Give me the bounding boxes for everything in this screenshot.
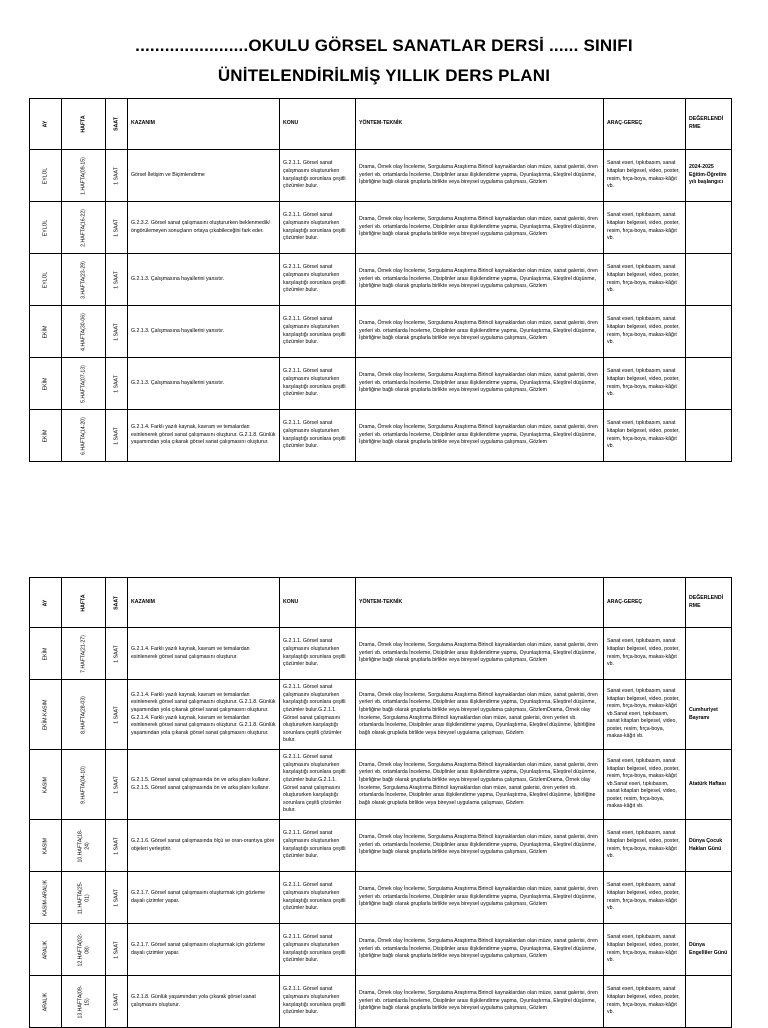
tools-cell: Sanat eseri, tıpkıbasım, sanat kitapları belgesel, video, poster, resim, fırça-boya, makas-kâğıt vb. [604, 628, 686, 680]
header-arac: ARAÇ-GEREÇ [604, 578, 686, 628]
tools-cell: Sanat eseri, tıpkıbasım, sanat kitapları belgesel, video, poster, resim, fırça-boya, makas-kâğıt vb. [604, 358, 686, 410]
outcome-cell: G.2.1.4. Farklı yazılı kaynak, kavram ve temalardan esinlenerek görsel sanat çalışmasını oluşturur. G.2.1.8. Günlük yaşamından yola çıkarak görsel sanat çalışmasını oluşturur. G.2.1.4. Farklı yazılı kaynak, kavram ve temalardan esinlenerek görsel sanat çalışmasını oluşturur. G.2.1.8. Günlük yaşamından yola çıkarak görsel sanat çalışmasını oluşturur. [128, 680, 280, 750]
week-cell: 5.HAFTA(07-13) [62, 358, 106, 410]
header-row [30, 578, 732, 628]
table-row [30, 410, 732, 462]
evaluation-cell [686, 202, 732, 254]
header-hafta: HAFTA [62, 578, 106, 628]
method-cell: Drama, Örnek olay İnceleme, Sorgulama Araştırma Birincil kaynaklardan olan müze, sanat galerisi, ören yerleri vb. ortamlarda İnceleme, Disiplinler arası ilişkilendirme yapma, Oyunlaştırma, Eleştirel düşünme, İşbirliğine bağlı olarak gruplarla birlikte veya bireysel uygulama çalışması, GözlemDrama, Örnek olay İnceleme, Sorgulama Araştırma Birincil kaynaklardan olan müze, sanat galerisi, ören yerleri vb. ortamlarda İnceleme, Disiplinler arası ilişkilendirme yapma, Oyunlaştırma, Eleştirel düşünme, İşbirliğine bağlı olarak gruplarla birlikte veya bireysel uygulama çalışması, Gözlem [356, 750, 604, 820]
month-cell: EKİM [30, 410, 62, 462]
outcome-cell: G.2.1.4. Farklı yazılı kaynak, kavram ve temalardan esinlenerek görsel sanat çalışmasını oluşturur. [128, 628, 280, 680]
evaluation-cell [686, 628, 732, 680]
tools-cell: Sanat eseri, tıpkıbasım, sanat kitapları belgesel, video, poster, resim, fırça-boya, makas-kâğıt vb. [604, 976, 686, 1028]
month-cell: KASIM [30, 750, 62, 820]
header-row [30, 99, 732, 150]
month-cell: EKİM [30, 358, 62, 410]
evaluation-cell: 2024-2025 Eğitim-Öğretim yılı başlangıcı [686, 150, 732, 202]
evaluation-cell: Cumhuriyet Bayramı [686, 680, 732, 750]
outcome-cell: G.2.1.6. Görsel sanat çalışmasında ölçü ve oran-orantıya göre objeleri yerleştirir. [128, 820, 280, 872]
plan-table-1 [29, 98, 732, 462]
month-cell: EYLÜL [30, 150, 62, 202]
outcome-cell: G.2.1.3. Çalışmasına hayallerini yansıtır. [128, 358, 280, 410]
topic-cell: G.2.1.1. Görsel sanat çalışmasını oluştururken karşılaştığı sorunlara çeşitli çözümler bulur. [280, 872, 356, 924]
topic-cell: G.2.1.1. Görsel sanat çalışmasını oluştururken karşılaştığı sorunlara çeşitli çözümler bulur. [280, 924, 356, 976]
header-konu: KONU [280, 578, 356, 628]
week-cell: 11.HAFTA(25-01) [62, 872, 106, 924]
week-cell: 6.HAFTA(14-20) [62, 410, 106, 462]
topic-cell: G.2.1.1. Görsel sanat çalışmasını oluştururken karşılaştığı sorunlara çeşitli çözümler bulur. [280, 410, 356, 462]
topic-cell: G.2.1.1. Görsel sanat çalışmasını oluştururken karşılaştığı sorunlara çeşitli çözümler bulur. [280, 306, 356, 358]
topic-cell: G.2.1.1. Görsel sanat çalışmasını oluştururken karşılaştığı sorunlara çeşitli çözümler bulur. [280, 150, 356, 202]
table-row [30, 750, 732, 820]
week-cell: 8.HAFTA(28-03) [62, 680, 106, 750]
tools-cell: Sanat eseri, tıpkıbasım, sanat kitapları belgesel, video, poster, resim, fırça-boya, makas-kâğıt vb. [604, 150, 686, 202]
plan-table-2 [29, 577, 732, 1028]
topic-cell: G.2.1.1. Görsel sanat çalışmasını oluştururken karşılaştığı sorunlara çeşitli çözümler bulur. [280, 820, 356, 872]
evaluation-cell: Dünya Engelliler Günü [686, 924, 732, 976]
table-row [30, 976, 732, 1028]
week-cell: 1.HAFTA(09-15) [62, 150, 106, 202]
tools-cell: Sanat eseri, tıpkıbasım, sanat kitapları belgesel, video, poster, resim, fırça-boya, makas-kâğıt vb. [604, 254, 686, 306]
header-konu: KONU [280, 99, 356, 150]
method-cell: Drama, Örnek olay İnceleme, Sorgulama Araştırma Birincil kaynaklardan olan müze, sanat galerisi, ören yerleri vb. ortamlarda İnceleme, Disiplinler arası ilişkilendirme yapma, Oyunlaştırma, Eleştirel düşünme, İşbirliğine bağlı olarak gruplarla birlikte veya bireysel uygulama çalışması, Gözlem [356, 358, 604, 410]
header-saat: SAAT [106, 99, 128, 150]
tools-cell: Sanat eseri, tıpkıbasım, sanat kitapları belgesel, video, poster, resim, fırça-boya, makas-kâğıt vb. [604, 410, 686, 462]
evaluation-cell [686, 410, 732, 462]
table-row [30, 306, 732, 358]
document-title: .......................OKULU GÖRSEL SANATLAR DERSİ ...... SINIFI [135, 36, 633, 55]
week-cell: 4.HAFTA(30-06) [62, 306, 106, 358]
method-cell: Drama, Örnek olay İnceleme, Sorgulama Araştırma Birincil kaynaklardan olan müze, sanat galerisi, ören yerleri vb. ortamlarda İnceleme, Disiplinler arası ilişkilendirme yapma, Oyunlaştırma, Eleştirel düşünme, İşbirliğine bağlı olarak gruplarla birlikte veya bireysel uygulama çalışması, Gözlem [356, 628, 604, 680]
topic-cell: G.2.1.1. Görsel sanat çalışmasını oluştururken karşılaştığı sorunlara çeşitli çözümler bulur. [280, 202, 356, 254]
week-cell: 12.HAFTA(02-08) [62, 924, 106, 976]
table-row [30, 254, 732, 306]
month-cell: KASIM [30, 820, 62, 872]
evaluation-cell [686, 306, 732, 358]
evaluation-cell [686, 872, 732, 924]
outcome-cell: G.2.1.3. Çalışmasına hayallerini yansıtır. [128, 306, 280, 358]
hours-cell: 1 SAAT [106, 976, 128, 1028]
evaluation-cell: Atatürk Haftası [686, 750, 732, 820]
tools-cell: Sanat eseri, tıpkıbasım, sanat kitapları belgesel, video, poster, resim, fırça-boya, makas-kâğıt vb. [604, 872, 686, 924]
method-cell: Drama, Örnek olay İnceleme, Sorgulama Araştırma Birincil kaynaklardan olan müze, sanat galerisi, ören yerleri vb. ortamlarda İnceleme, Disiplinler arası ilişkilendirme yapma, Oyunlaştırma, Eleştirel düşünme, İşbirliğine bağlı olarak gruplarla birlikte veya bireysel uygulama çalışması, Gözlem [356, 976, 604, 1028]
month-cell: EKİM [30, 628, 62, 680]
tools-cell: Sanat eseri, tıpkıbasım, sanat kitapları belgesel, video, poster, resim, fırça-boya, makas-kâğıt vb. [604, 202, 686, 254]
tools-cell: Sanat eseri, tıpkıbasım, sanat kitapları belgesel, video, poster, resim, fırça-boya, makas-kâğıt vb. [604, 306, 686, 358]
tools-cell: Sanat eseri, tıpkıbasım, sanat kitapları belgesel, video, poster, resim, fırça-boya, makas-kâğıt vb.Sanat eseri, tıpkıbasım, sanat kitapları belgesel, video, poster, resim, fırça-boya, makas-kâğıt vb. [604, 750, 686, 820]
table-row [30, 680, 732, 750]
table-row [30, 820, 732, 872]
header-hafta: HAFTA [62, 99, 106, 150]
topic-cell: G.2.1.1. Görsel sanat çalışmasını oluştururken karşılaştığı sorunlara çeşitli çözümler bulur. [280, 628, 356, 680]
topic-cell: G.2.1.1. Görsel sanat çalışmasını oluştururken karşılaştığı sorunlara çeşitli çözümler bulur.G.2.1.1. Görsel sanat çalışmasını oluştururken karşılaştığı sorunlara çeşitli çözümler bulur. [280, 750, 356, 820]
header-yontem: YÖNTEM-TEKNİK [356, 578, 604, 628]
month-cell: ARALIK [30, 976, 62, 1028]
table-row [30, 924, 732, 976]
header-ay: AY [30, 99, 62, 150]
outcome-cell: G.2.3.2. Görsel sanat çalışmasını oluştururken beklenmedik/öngörülemeyen sonuçların ortaya çıkabileceğini fark eder. [128, 202, 280, 254]
method-cell: Drama, Örnek olay İnceleme, Sorgulama Araştırma Birincil kaynaklardan olan müze, sanat galerisi, ören yerleri vb. ortamlarda İnceleme, Disiplinler arası ilişkilendirme yapma, Oyunlaştırma, Eleştirel düşünme, İşbirliğine bağlı olarak gruplarla birlikte veya bireysel uygulama çalışması, Gözlem [356, 202, 604, 254]
week-cell: 13.HAFTA(09-15) [62, 976, 106, 1028]
evaluation-cell [686, 976, 732, 1028]
table-row [30, 202, 732, 254]
tools-cell: Sanat eseri, tıpkıbasım, sanat kitapları belgesel, video, poster, resim, fırça-boya, makas-kâğıt vb.Sanat eseri, tıpkıbasım, sanat kitapları belgesel, video, poster, resim, fırça-boya, makas-kâğıt vb. [604, 680, 686, 750]
hours-cell: 1 SAAT [106, 750, 128, 820]
method-cell: Drama, Örnek olay İnceleme, Sorgulama Araştırma Birincil kaynaklardan olan müze, sanat galerisi, ören yerleri vb. ortamlarda İnceleme, Disiplinler arası ilişkilendirme yapma, Oyunlaştırma, Eleştirel düşünme, İşbirliğine bağlı olarak gruplarla birlikte veya bireysel uygulama çalışması, GözlemDrama, Örnek olay İnceleme, Sorgulama Araştırma Birincil kaynaklardan olan müze, sanat galerisi, ören yerleri vb. ortamlarda İnceleme, Disiplinler arası ilişkilendirme yapma, Oyunlaştırma, Eleştirel düşünme, İşbirliğine bağlı olarak gruplarla birlikte veya bireysel uygulama çalışması, Gözlem [356, 680, 604, 750]
topic-cell: G.2.1.1. Görsel sanat çalışmasını oluştururken karşılaştığı sorunlara çeşitli çözümler bulur. [280, 358, 356, 410]
hours-cell: 1 SAAT [106, 820, 128, 872]
method-cell: Drama, Örnek olay İnceleme, Sorgulama Araştırma Birincil kaynaklardan olan müze, sanat galerisi, ören yerleri vb. ortamlarda İnceleme, Disiplinler arası ilişkilendirme yapma, Oyunlaştırma, Eleştirel düşünme, İşbirliğine bağlı olarak gruplarla birlikte veya bireysel uygulama çalışması, Gözlem [356, 306, 604, 358]
tools-cell: Sanat eseri, tıpkıbasım, sanat kitapları belgesel, video, poster, resim, fırça-boya, makas-kâğıt vb. [604, 820, 686, 872]
document-subtitle: ÜNİTELENDİRİLMİŞ YILLIK DERS PLANI [217, 66, 551, 85]
evaluation-cell [686, 358, 732, 410]
outcome-cell: G.2.1.8. Günlük yaşamından yola çıkarak görsel sanat çalışmasını oluşturur. [128, 976, 280, 1028]
header-arac: ARAÇ-GEREÇ [604, 99, 686, 150]
month-cell: KASIM-ARALIK [30, 872, 62, 924]
tools-cell: Sanat eseri, tıpkıbasım, sanat kitapları belgesel, video, poster, resim, fırça-boya, makas-kâğıt vb. [604, 924, 686, 976]
topic-cell: G.2.1.1. Görsel sanat çalışmasını oluştururken karşılaştığı sorunlara çeşitli çözümler bulur. [280, 976, 356, 1028]
table-row [30, 150, 732, 202]
month-cell: ARALIK [30, 924, 62, 976]
outcome-cell: G.2.1.5. Görsel sanat çalışmasında ön ve arka planı kullanır. G.2.1.5. Görsel sanat çalışmasında ön ve arka planı kullanır. [128, 750, 280, 820]
month-cell: EKİM [30, 306, 62, 358]
header-kazanim: KAZANIM [128, 99, 280, 150]
hours-cell: 1 SAAT [106, 254, 128, 306]
method-cell: Drama, Örnek olay İnceleme, Sorgulama Araştırma Birincil kaynaklardan olan müze, sanat galerisi, ören yerleri vb. ortamlarda İnceleme, Disiplinler arası ilişkilendirme yapma, Oyunlaştırma, Eleştirel düşünme, İşbirliğine bağlı olarak gruplarla birlikte veya bireysel uygulama çalışması, Gözlem [356, 820, 604, 872]
hours-cell: 1 SAAT [106, 306, 128, 358]
header-saat: SAAT [106, 578, 128, 628]
header-degerlendirme: DEĞERLENDİ RME [686, 578, 732, 628]
month-cell: EKİM-KASIM [30, 680, 62, 750]
outcome-cell: G.2.1.4. Farklı yazılı kaynak, kavram ve temalardan esinlenerek görsel sanat çalışmasını oluşturur. G.2.1.8. Günlük yaşamından yola çıkarak görsel sanat çalışmasını oluşturur. [128, 410, 280, 462]
week-cell: 3.HAFTA(23-29) [62, 254, 106, 306]
method-cell: Drama, Örnek olay İnceleme, Sorgulama Araştırma Birincil kaynaklardan olan müze, sanat galerisi, ören yerleri vb. ortamlarda İnceleme, Disiplinler arası ilişkilendirme yapma, Oyunlaştırma, Eleştirel düşünme, İşbirliğine bağlı olarak gruplarla birlikte veya bireysel uygulama çalışması, Gözlem [356, 254, 604, 306]
week-cell: 2.HAFTA(16-22) [62, 202, 106, 254]
table-row [30, 628, 732, 680]
table-row [30, 358, 732, 410]
method-cell: Drama, Örnek olay İnceleme, Sorgulama Araştırma Birincil kaynaklardan olan müze, sanat galerisi, ören yerleri vb. ortamlarda İnceleme, Disiplinler arası ilişkilendirme yapma, Oyunlaştırma, Eleştirel düşünme, İşbirliğine bağlı olarak gruplarla birlikte veya bireysel uygulama çalışması, Gözlem [356, 150, 604, 202]
hours-cell: 1 SAAT [106, 628, 128, 680]
month-cell: EYLÜL [30, 254, 62, 306]
topic-cell: G.2.1.1. Görsel sanat çalışmasını oluştururken karşılaştığı sorunlara çeşitli çözümler bulur.G.2.1.1. Görsel sanat çalışmasını oluştururken karşılaştığı sorunlara çeşitli çözümler bulur. [280, 680, 356, 750]
topic-cell: G.2.1.1. Görsel sanat çalışmasını oluştururken karşılaştığı sorunlara çeşitli çözümler bulur. [280, 254, 356, 306]
hours-cell: 1 SAAT [106, 150, 128, 202]
header-kazanim: KAZANIM [128, 578, 280, 628]
hours-cell: 1 SAAT [106, 680, 128, 750]
week-cell: 7.HAFTA(21-27) [62, 628, 106, 680]
outcome-cell: G.2.1.7. Görsel sanat çalışmasını oluşturmak için gözleme dayalı çizimler yapar. [128, 872, 280, 924]
outcome-cell: G.2.1.3. Çalışmasına hayallerini yansıtır. [128, 254, 280, 306]
evaluation-cell [686, 254, 732, 306]
header-yontem: YÖNTEM-TEKNİK [356, 99, 604, 150]
header-ay: AY [30, 578, 62, 628]
hours-cell: 1 SAAT [106, 872, 128, 924]
header-degerlendirme: DEĞERLENDİ RME [686, 99, 732, 150]
month-cell: EYLÜL [30, 202, 62, 254]
hours-cell: 1 SAAT [106, 358, 128, 410]
outcome-cell: Görsel İletişim ve Biçimlendirme [128, 150, 280, 202]
hours-cell: 1 SAAT [106, 202, 128, 254]
outcome-cell: G.2.1.7. Görsel sanat çalışmasını oluşturmak için gözleme dayalı çizimler yapar. [128, 924, 280, 976]
hours-cell: 1 SAAT [106, 924, 128, 976]
method-cell: Drama, Örnek olay İnceleme, Sorgulama Araştırma Birincil kaynaklardan olan müze, sanat galerisi, ören yerleri vb. ortamlarda İnceleme, Disiplinler arası ilişkilendirme yapma, Oyunlaştırma, Eleştirel düşünme, İşbirliğine bağlı olarak gruplarla birlikte veya bireysel uygulama çalışması, Gözlem [356, 410, 604, 462]
hours-cell: 1 SAAT [106, 410, 128, 462]
method-cell: Drama, Örnek olay İnceleme, Sorgulama Araştırma Birincil kaynaklardan olan müze, sanat galerisi, ören yerleri vb. ortamlarda İnceleme, Disiplinler arası ilişkilendirme yapma, Oyunlaştırma, Eleştirel düşünme, İşbirliğine bağlı olarak gruplarla birlikte veya bireysel uygulama çalışması, Gözlem [356, 872, 604, 924]
method-cell: Drama, Örnek olay İnceleme, Sorgulama Araştırma Birincil kaynaklardan olan müze, sanat galerisi, ören yerleri vb. ortamlarda İnceleme, Disiplinler arası ilişkilendirme yapma, Oyunlaştırma, Eleştirel düşünme, İşbirliğine bağlı olarak gruplarla birlikte veya bireysel uygulama çalışması, Gözlem [356, 924, 604, 976]
evaluation-cell: Dünya Çocuk Hakları Günü [686, 820, 732, 872]
table-row [30, 872, 732, 924]
week-cell: 9.HAFTA(04-10) [62, 750, 106, 820]
week-cell: 10.HAFTA(18-24) [62, 820, 106, 872]
